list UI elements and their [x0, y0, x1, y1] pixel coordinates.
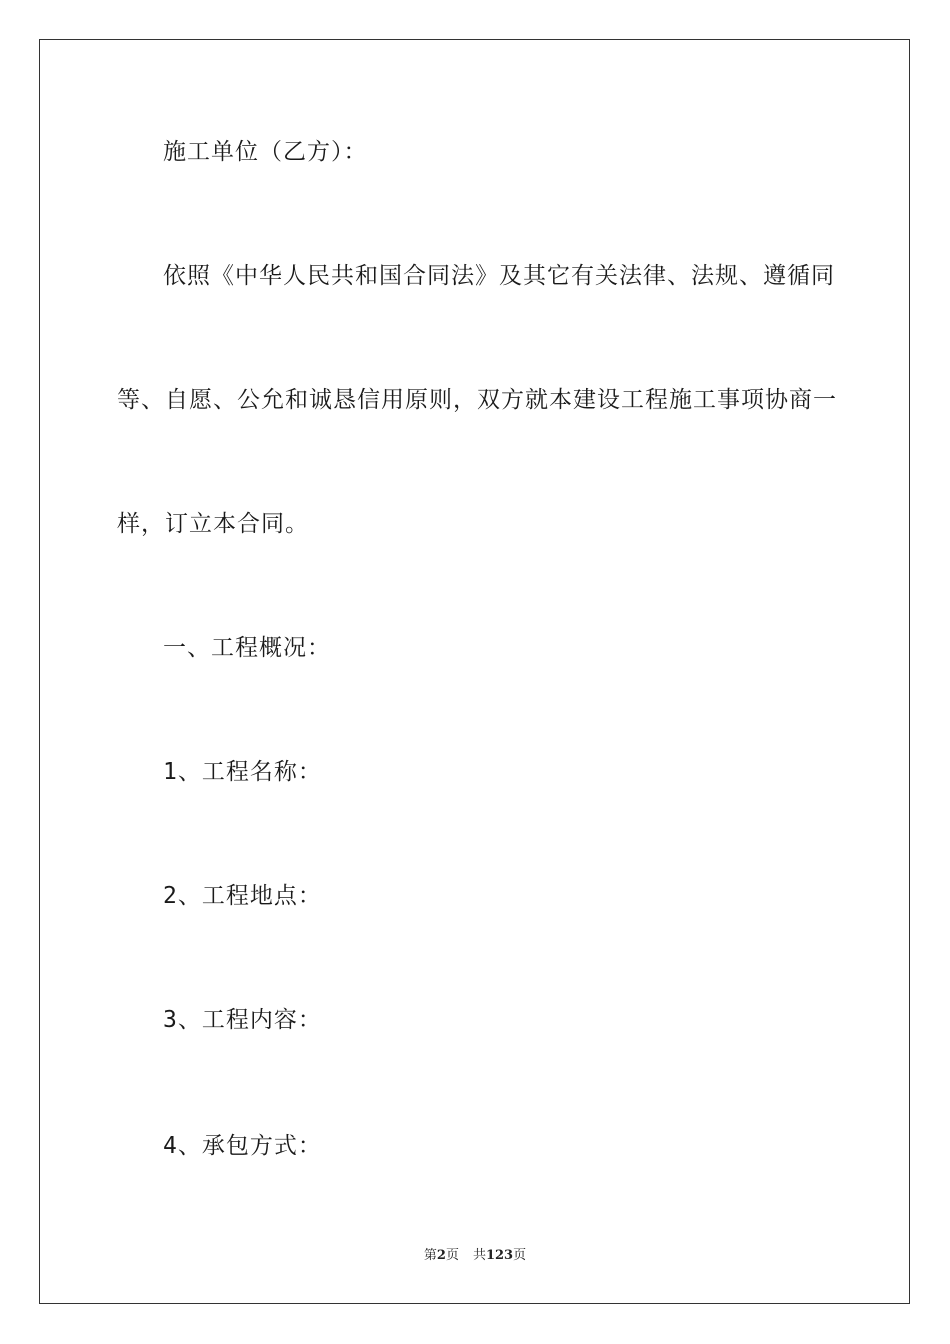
- total-prefix: 共: [472, 1248, 486, 1263]
- paragraph-line-2: 等、自愿、公允和诚恳信用原则，双方就本建设工程施工事项协商一: [117, 387, 837, 413]
- paragraph-line-3: 样，订立本合同。: [117, 511, 309, 537]
- paragraph-line-1: 依照《中华人民共和国合同法》及其它有关法律、法规、遵循同: [163, 263, 835, 289]
- page-frame: [39, 39, 910, 1304]
- project-location-line: 2、工程地点：: [163, 883, 322, 909]
- section-heading-project-overview: 一、工程概况：: [163, 635, 331, 661]
- page-number: 2: [436, 1248, 446, 1263]
- project-content-line: 3、工程内容：: [163, 1007, 322, 1033]
- page-suffix: 页: [445, 1248, 459, 1263]
- page-footer: [0, 1247, 950, 1265]
- page-prefix: 第: [423, 1248, 437, 1263]
- contractor-party-b-line: 施工单位（乙方）：: [163, 139, 368, 165]
- project-name-line: 1、工程名称：: [163, 759, 322, 785]
- total-pages: 123: [485, 1248, 514, 1263]
- contract-method-line: 4、承包方式：: [163, 1133, 322, 1159]
- total-suffix: 页: [513, 1248, 527, 1263]
